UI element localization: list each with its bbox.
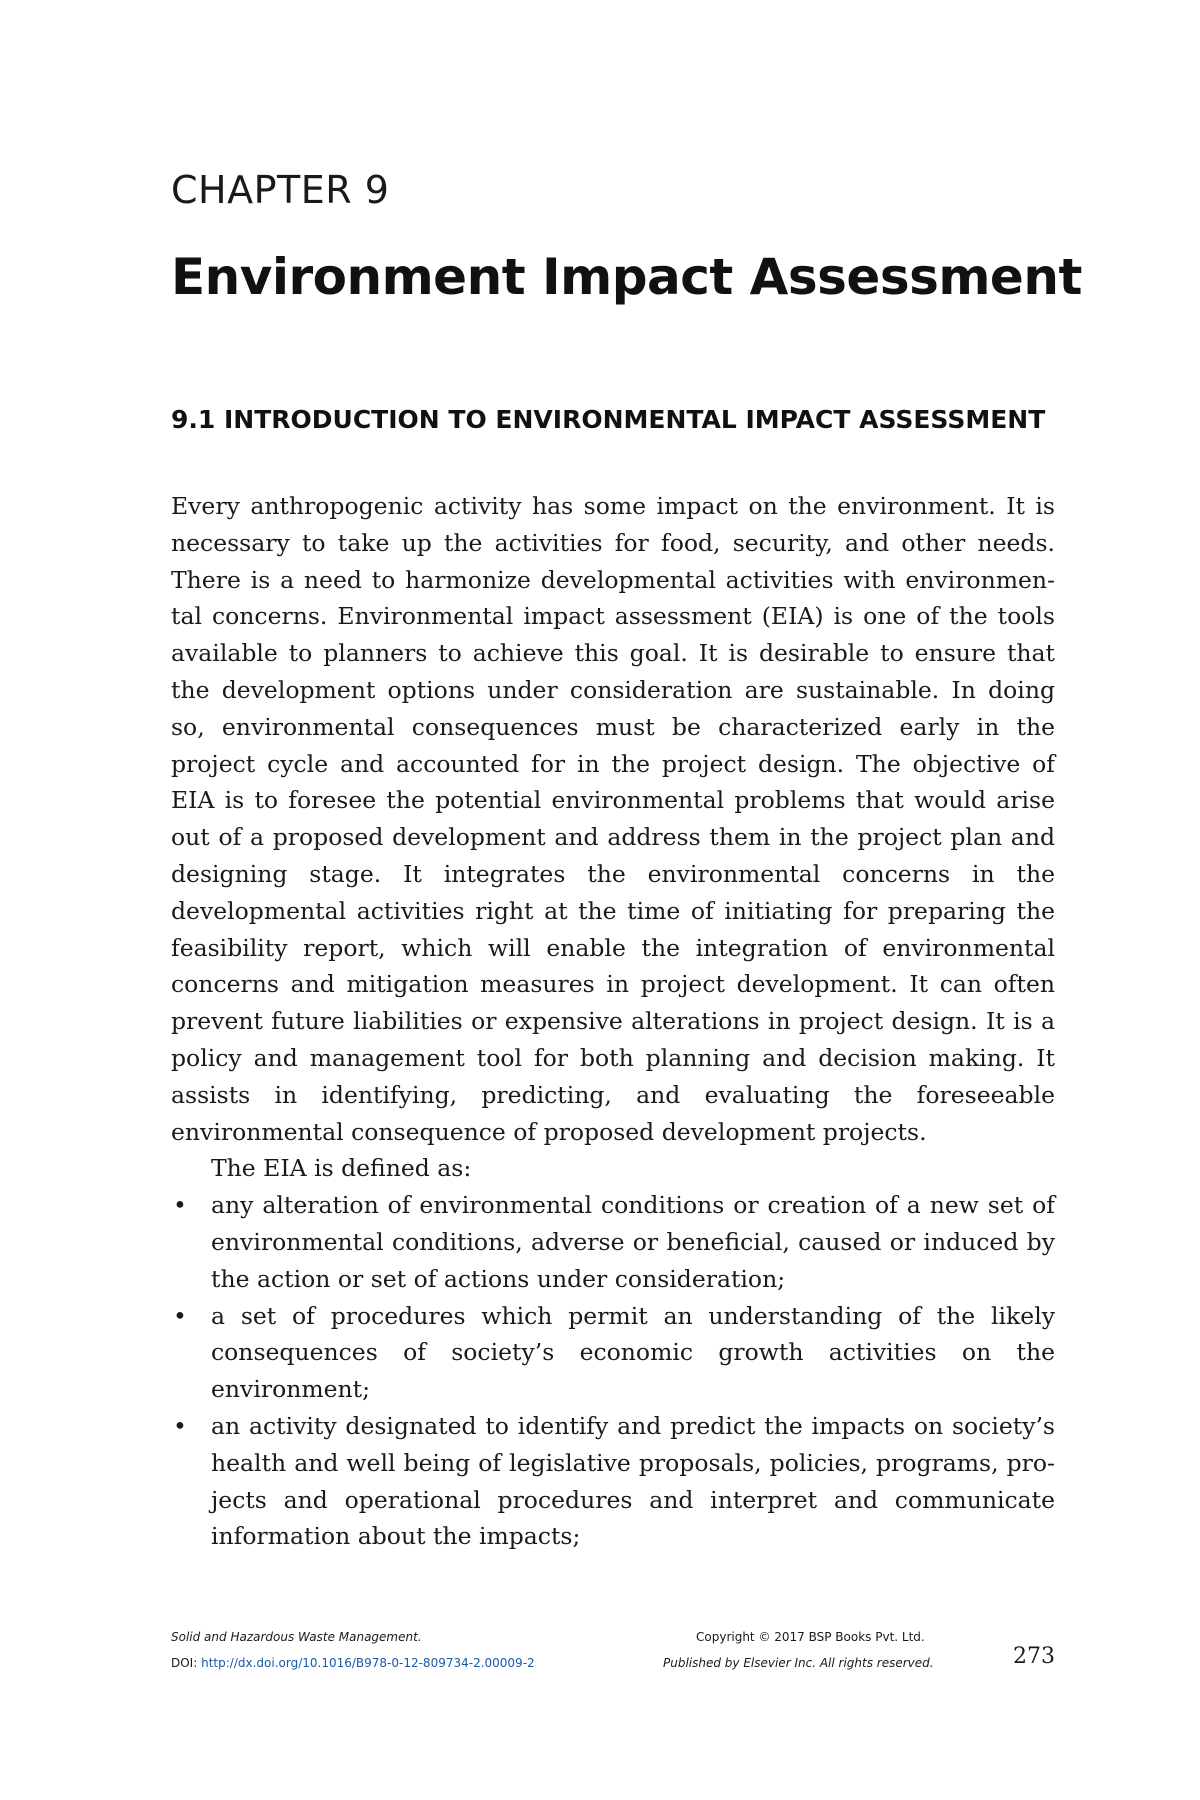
- chapter-title: Environment Impact Assessment: [171, 248, 1082, 306]
- definition-text: a set of procedures which permit an understanding of the likely consequences of society’s economic growth activities on the environment;: [211, 1301, 1055, 1404]
- footer-book-title: Solid and Hazardous Waste Management.: [171, 1630, 422, 1644]
- body-text: [171, 488, 1055, 1555]
- bullet-icon: •: [173, 1301, 187, 1330]
- footer-doi-label: DOI:: [171, 1656, 198, 1670]
- definition-list: [171, 1187, 1055, 1555]
- page-number: 273: [1013, 1644, 1055, 1669]
- bullet-icon: •: [173, 1411, 187, 1440]
- definition-item: [171, 1298, 1055, 1408]
- section-heading: 9.1 INTRODUCTION TO ENVIRONMENTAL IMPACT ASSESSMENT: [171, 405, 1046, 434]
- bullet-icon: •: [173, 1191, 187, 1220]
- definition-intro: The EIA is defined as:: [211, 1154, 472, 1183]
- doi-link[interactable]: http://dx.doi.org/10.1016/B978-0-12-809734-2.00009-2: [201, 1656, 535, 1670]
- definition-item: [171, 1187, 1055, 1297]
- footer-publisher: Published by Elsevier Inc. All rights reserved.: [663, 1656, 934, 1670]
- body-paragraph: Every anthropogenic activity has some impact on the environment. It is necessary to take up the activities for food, security, and other needs. There is a need to harmonize developmental activities with environmental concerns. Environmental impact assessment (EIA) is one of the tools available to planners to achieve this goal. It is desirable to ensure that the development options under consideration are sustainable. In doing so, environmental consequences must be characterized early in the project cycle and accounted for in the project design. The objective of EIA is to foresee the potential environmental problems that would arise out of a proposed development and address them in the project plan and designing stage. It integrates the environmental concerns in the developmental activities right at the time of initiating for preparing the feasibility report, which will enable the integration of environmental concerns and mitigation measures in project development. It can often prevent future liabilities or expensive alterations in project design. It is a policy and management tool for both planning and decision making. It assists in identifying, predicting, and evaluating the foreseeable environmental consequence of proposed development projects.: [171, 492, 1055, 1146]
- page-footer: [171, 1630, 1055, 1690]
- chapter-label: CHAPTER 9: [171, 168, 390, 212]
- definition-text: any alteration of environmental conditions or creation of a new set of environmental conditions, adverse or beneficial, caused or induced by the action or set of actions under consideration;: [211, 1191, 1055, 1293]
- footer-doi-line: [171, 1656, 535, 1670]
- footer-copyright: Copyright © 2017 BSP Books Pvt. Ltd.: [696, 1630, 925, 1644]
- definition-item: [171, 1408, 1055, 1555]
- definition-text: an activity designated to identify and predict the impacts on society’s health and well being of legislative proposals, policies, programs, projects and operational procedures and interpret and communicate information about the impacts;: [211, 1411, 1055, 1551]
